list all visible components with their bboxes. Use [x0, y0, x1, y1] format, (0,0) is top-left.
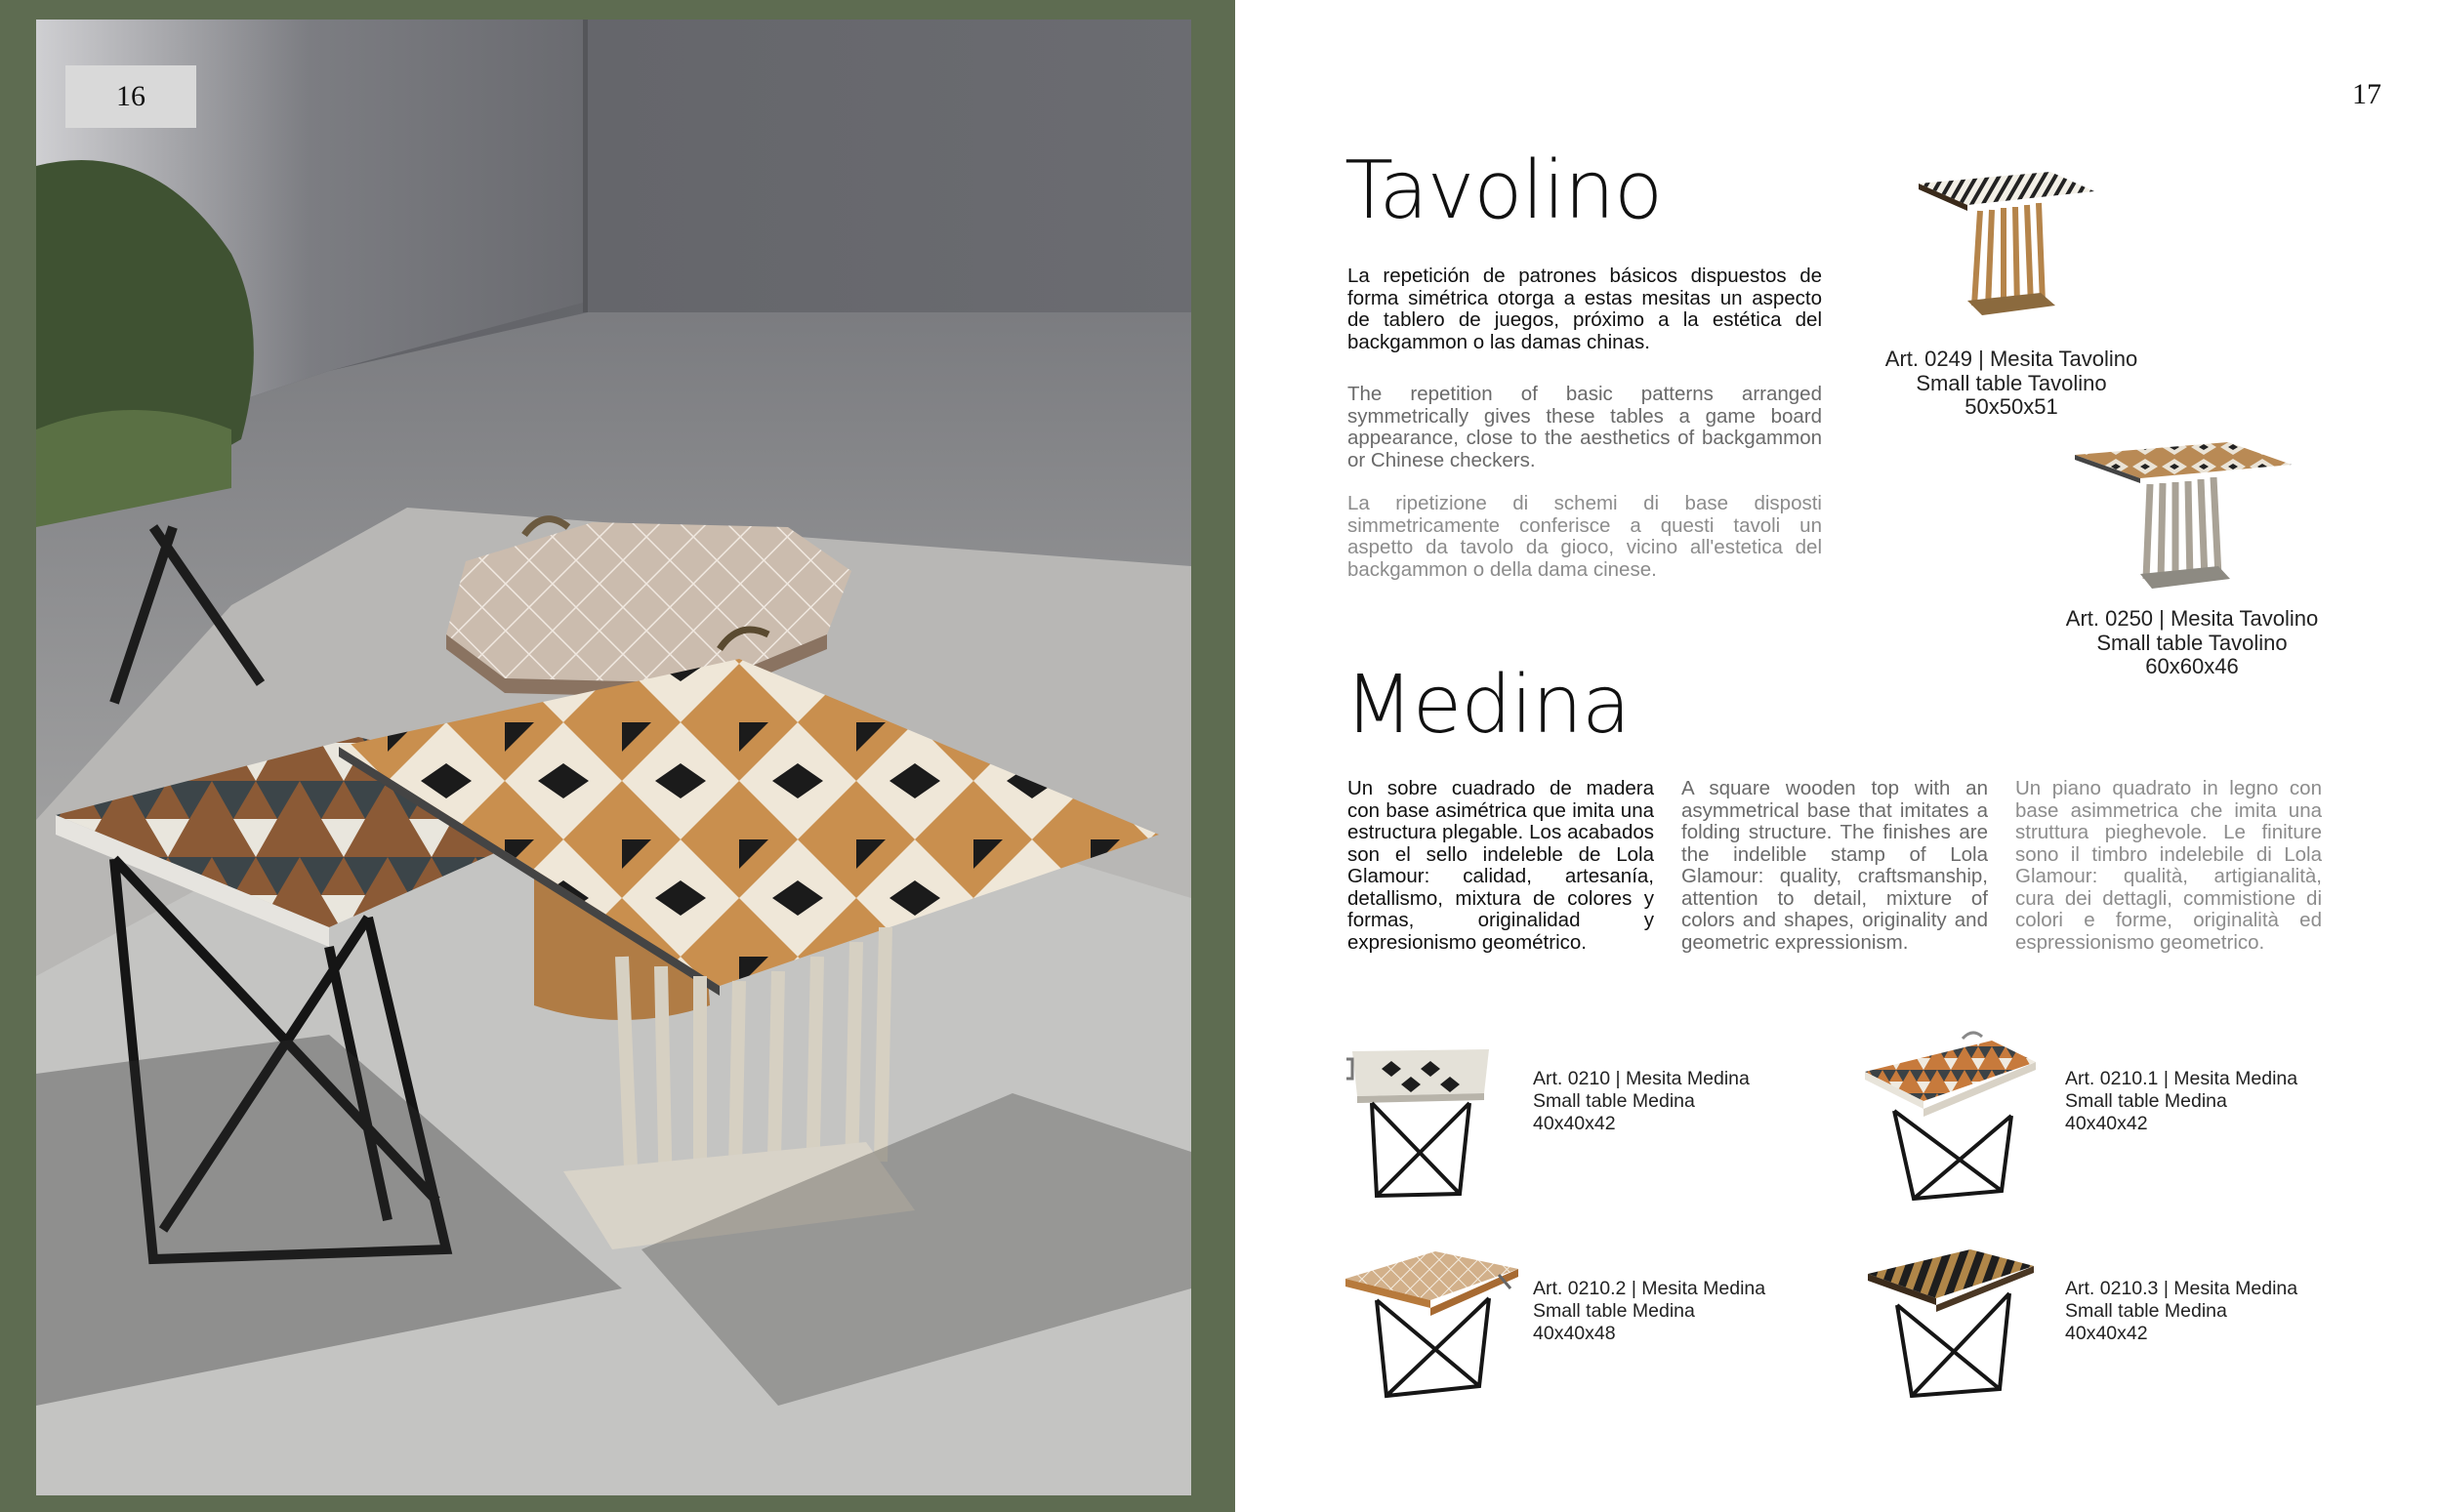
medina-striped-table-icon — [1863, 1245, 2039, 1406]
caption-size: 40x40x42 — [2065, 1323, 2148, 1344]
caption-0210 — [1533, 1068, 1750, 1135]
caption-size: 40x40x48 — [1533, 1323, 1616, 1344]
medina-white-table-icon — [1343, 1040, 1499, 1206]
tavolino-text-es: La repetición de patrones básicos dispuestos de forma simétrica otorga a estas mesitas un aspecto de tablero de juegos, próximo a la estética del backgammon o las damas chinas. — [1347, 265, 1822, 353]
caption-0210-3 — [2065, 1278, 2297, 1345]
caption-size: 40x40x42 — [1533, 1113, 1616, 1134]
caption-0210-1 — [2065, 1068, 2297, 1135]
caption-0250 — [2046, 607, 2338, 679]
caption-name: Small table Tavolino — [1916, 370, 2107, 395]
caption-0210-2 — [1533, 1278, 1765, 1345]
page-number-left: 16 — [65, 65, 196, 128]
caption-art: Art. 0210.2 | Mesita Medina — [1533, 1278, 1766, 1299]
hero-photo — [36, 20, 1191, 1495]
tavolino-striped-table-icon — [1914, 164, 2099, 320]
caption-name: Small table Medina — [2065, 1300, 2227, 1322]
medina-text-en: A square wooden top with an asymmetrical base that imitates a folding structure. The finishes are the indelible stamp of Lola Glamour: quality, craftsmanship, attention to detail, mixture of colors and shapes, originality and geometric expressionism. — [1681, 777, 1988, 954]
tavolino-text-it: La ripetizione di schemi di base disposti simmetricamente conferisce a questi tavoli un aspetto da tavolo da gioco, vicino all'estetica del backgammon o della dama cinese. — [1347, 492, 1822, 581]
medina-cube-table-icon — [1855, 1023, 2041, 1208]
tavolino-title: Tavolino — [1344, 144, 1663, 237]
page-number-right: 17 — [2352, 78, 2381, 110]
caption-size: 50x50x51 — [1964, 394, 2058, 419]
caption-size: 60x60x46 — [2145, 654, 2239, 678]
caption-art: Art. 0210.3 | Mesita Medina — [2065, 1278, 2298, 1299]
medina-text-it: Un piano quadrato in legno con base asimmetrica che imita una struttura pieghevole. Le finiture sono il timbro indelebile di Lola Glamour: qualità, artigianalità, cura dei dettagli, commistione di colori e forme, originalità ed espressionismo geometrico. — [2015, 777, 2322, 954]
caption-0249 — [1865, 347, 2158, 420]
medina-title: Medina — [1344, 659, 1631, 752]
caption-name: Small table Medina — [1533, 1300, 1695, 1322]
caption-name: Small table Medina — [1533, 1090, 1695, 1112]
caption-art: Art. 0250 | Mesita Tavolino — [2065, 606, 2319, 631]
caption-size: 40x40x42 — [2065, 1113, 2148, 1134]
medina-text-es: Un sobre cuadrado de madera con base asimétrica que imita una estructura plegable. Los acabados son el sello indeleble de Lola Glamour: calidad, artesanía, detallismo, mixtura de colores y formas, originalidad y expresionismo geométrico. — [1347, 777, 1654, 954]
caption-name: Small table Medina — [2065, 1090, 2227, 1112]
caption-art: Art. 0249 | Mesita Tavolino — [1884, 347, 2138, 371]
caption-art: Art. 0210 | Mesita Medina — [1533, 1068, 1750, 1089]
tavolino-text-en: The repetition of basic patterns arranged symmetrically gives these tables a game board appearance, close to the aesthetics of backgammon or Chinese checkers. — [1347, 383, 1822, 471]
caption-name: Small table Tavolino — [2096, 630, 2288, 655]
tavolino-diamond-table-icon — [2072, 437, 2295, 593]
medina-lattice-table-icon — [1343, 1240, 1523, 1406]
interior-photo-icon — [36, 20, 1191, 1495]
caption-art: Art. 0210.1 | Mesita Medina — [2065, 1068, 2298, 1089]
